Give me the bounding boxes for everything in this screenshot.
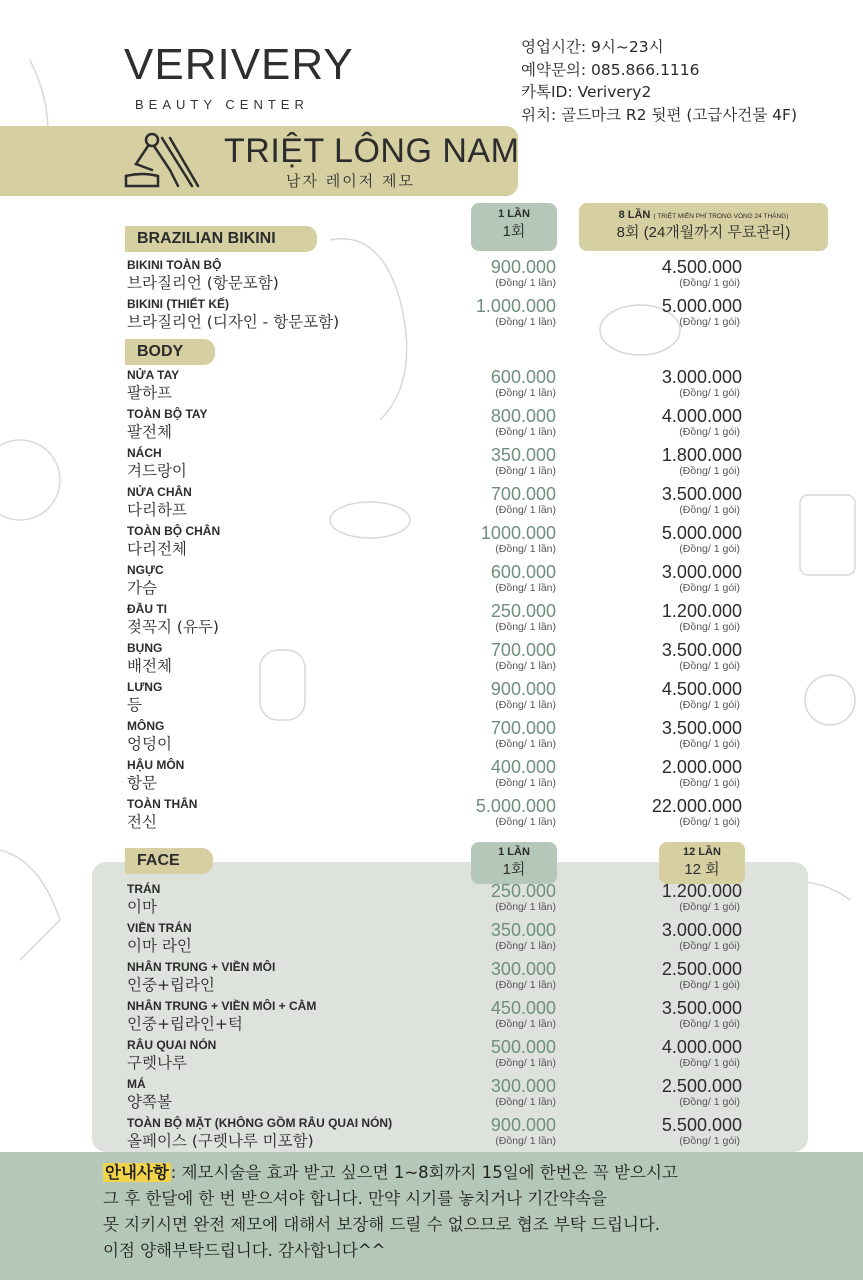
- single-price: 1000.000: [480, 523, 556, 543]
- single-price: 5.000.000: [475, 796, 556, 816]
- single-price: 1.000.000: [475, 296, 556, 316]
- item-name-ko: 이마: [127, 898, 157, 916]
- single-price-unit: (Đồng/ 1 lần): [495, 777, 556, 789]
- item-name-vn: MÔNG: [127, 719, 165, 733]
- package-price: 4.500.000: [661, 257, 742, 277]
- package-price: 4.000.000: [661, 406, 742, 426]
- single-price-unit: (Đồng/ 1 lần): [495, 621, 556, 633]
- package-price-unit: (Đồng/ 1 gói): [679, 387, 740, 399]
- item-name-vn: RÂU QUAI NÓN: [127, 1038, 217, 1052]
- package-price: 2.500.000: [661, 1076, 742, 1096]
- item-name-ko: 다리전체: [127, 540, 187, 558]
- notice-label: 안내사항: [105, 1163, 169, 1182]
- item-name-ko: 올페이스 (구렛나루 미포함): [127, 1132, 314, 1150]
- package-price-unit: (Đồng/ 1 gói): [679, 979, 740, 991]
- item-name-ko: 인중+립라인+턱: [127, 1015, 243, 1033]
- single-price: 600.000: [490, 367, 556, 387]
- face-single-header: [471, 842, 557, 884]
- package-price-unit: (Đồng/ 1 gói): [679, 316, 740, 328]
- contact-info: [521, 36, 797, 126]
- single-price-unit: (Đồng/ 1 lần): [495, 316, 556, 328]
- face-single-ko: 1회: [502, 861, 526, 878]
- single-price: 300.000: [490, 1076, 556, 1096]
- single-price-unit: (Đồng/ 1 lần): [495, 582, 556, 594]
- single-price: 600.000: [490, 562, 556, 582]
- single-price-unit: (Đồng/ 1 lần): [495, 738, 556, 750]
- single-price-unit: (Đồng/ 1 lần): [495, 387, 556, 399]
- notice-text: [103, 1160, 843, 1264]
- single-price-unit: (Đồng/ 1 lần): [495, 979, 556, 991]
- item-name-ko: 엉덩이: [127, 735, 172, 753]
- item-name-ko: 등: [127, 696, 142, 714]
- single-price-unit: (Đồng/ 1 lần): [495, 816, 556, 828]
- page-title: TRIỆT LÔNG NAM: [224, 132, 520, 170]
- package-price: 1.200.000: [661, 881, 742, 901]
- item-name-vn: TOÀN BỘ TAY: [127, 407, 208, 421]
- item-name-ko: 전신: [127, 813, 157, 831]
- package-price-unit: (Đồng/ 1 gói): [679, 940, 740, 952]
- single-price-unit: (Đồng/ 1 lần): [495, 504, 556, 516]
- section-face: FACE: [125, 848, 213, 874]
- package-price-unit: (Đồng/ 1 gói): [679, 1135, 740, 1147]
- item-name-vn: NÁCH: [127, 446, 162, 460]
- package-price-unit: (Đồng/ 1 gói): [679, 660, 740, 672]
- package-price-unit: (Đồng/ 1 gói): [679, 504, 740, 516]
- single-price: 400.000: [490, 757, 556, 777]
- face-single-label: 1 LẦN: [498, 846, 530, 858]
- package-ko: 8회 (24개월까지 무료관리): [616, 224, 791, 241]
- item-name-ko: 구렛나루: [127, 1054, 187, 1072]
- single-session-header: [471, 203, 557, 251]
- notice-line-4: 이점 양해부탁드립니다. 감사합니다^^: [103, 1241, 386, 1260]
- single-price: 300.000: [490, 959, 556, 979]
- package-price: 2.500.000: [661, 959, 742, 979]
- single-price-unit: (Đồng/ 1 lần): [495, 940, 556, 952]
- item-name-vn: LƯNG: [127, 680, 163, 694]
- package-price: 2.000.000: [661, 757, 742, 777]
- package-price-unit: (Đồng/ 1 gói): [679, 543, 740, 555]
- item-name-vn: NỬA TAY: [127, 368, 180, 382]
- single-price: 350.000: [490, 445, 556, 465]
- section-body: BODY: [125, 339, 215, 365]
- single-price: 500.000: [490, 1037, 556, 1057]
- package-price: 5.500.000: [661, 1115, 742, 1135]
- business-hours: 영업시간: 9시~23시: [521, 38, 664, 56]
- item-name-ko: 항문: [127, 774, 157, 792]
- single-price-unit: (Đồng/ 1 lần): [495, 1018, 556, 1030]
- package-price: 1.200.000: [661, 601, 742, 621]
- item-name-vn: NHÂN TRUNG + VIỀN MÔI + CẰM: [127, 999, 317, 1013]
- single-price: 700.000: [490, 640, 556, 660]
- page-subtitle: 남자 레이저 제모: [286, 172, 415, 190]
- single-price-unit: (Đồng/ 1 lần): [495, 1135, 556, 1147]
- package-price-unit: (Đồng/ 1 gói): [679, 621, 740, 633]
- package-price: 3.500.000: [661, 718, 742, 738]
- package-price-unit: (Đồng/ 1 gói): [679, 426, 740, 438]
- package-price-unit: (Đồng/ 1 gói): [679, 582, 740, 594]
- single-price-unit: (Đồng/ 1 lần): [495, 465, 556, 477]
- package-price-unit: (Đồng/ 1 gói): [679, 816, 740, 828]
- single-price-unit: (Đồng/ 1 lần): [495, 277, 556, 289]
- reservation-phone: 예약문의: 085.866.1116: [521, 60, 700, 79]
- item-name-ko: 인중+립라인: [127, 976, 215, 994]
- notice-line-3: 못 지키시면 완전 제모에 대해서 보장해 드릴 수 없으므로 협조 부탁 드립니다.: [103, 1215, 661, 1234]
- package-price-unit: (Đồng/ 1 gói): [679, 465, 740, 477]
- item-name-ko: 다리하프: [127, 501, 187, 519]
- face-package-header: [659, 842, 745, 884]
- item-name-vn: MÁ: [127, 1077, 146, 1091]
- package-price-unit: (Đồng/ 1 gói): [679, 1096, 740, 1108]
- kakao-id: 카톡ID: Verivery2: [521, 83, 652, 101]
- package-price: 5.000.000: [661, 296, 742, 316]
- single-price: 350.000: [490, 920, 556, 940]
- item-name-vn: BIKINI (THIẾT KẾ): [127, 297, 229, 311]
- package-price: 3.000.000: [661, 562, 742, 582]
- single-price-unit: (Đồng/ 1 lần): [495, 660, 556, 672]
- package-price: 3.500.000: [661, 998, 742, 1018]
- package-price-unit: (Đồng/ 1 gói): [679, 277, 740, 289]
- package-price-unit: (Đồng/ 1 gói): [679, 1018, 740, 1030]
- package-price: 4.000.000: [661, 1037, 742, 1057]
- item-name-vn: TRÁN: [127, 882, 161, 896]
- item-name-ko: 양쪽볼: [127, 1093, 172, 1111]
- single-price-unit: (Đồng/ 1 lần): [495, 426, 556, 438]
- item-name-vn: BỤNG: [127, 641, 163, 655]
- package-price: 3.000.000: [661, 367, 742, 387]
- item-name-ko: 브라질리언 (항문포함): [127, 274, 279, 292]
- package-price: 4.500.000: [661, 679, 742, 699]
- logo-subtitle: BEAUTY CENTER: [135, 97, 309, 112]
- item-name-vn: NHÂN TRUNG + VIỀN MÔI: [127, 960, 276, 974]
- item-name-vn: TOÀN BỘ MẶT (KHÔNG GỒM RÂU QUAI NÓN): [127, 1116, 393, 1130]
- single-price: 700.000: [490, 484, 556, 504]
- item-name-ko: 가슴: [127, 579, 157, 597]
- single-price: 900.000: [490, 679, 556, 699]
- location: 위치: 골드마크 R2 뒷편 (고급사건물 4F): [521, 105, 798, 124]
- item-name-vn: NGỰC: [127, 563, 164, 577]
- item-name-ko: 젖꼭지 (유두): [127, 618, 219, 636]
- package-price-unit: (Đồng/ 1 gói): [679, 777, 740, 789]
- package-price: 5.000.000: [661, 523, 742, 543]
- face-package-label: 12 LẦN: [683, 846, 721, 858]
- single-price-unit: (Đồng/ 1 lần): [495, 543, 556, 555]
- package-price-unit: (Đồng/ 1 gói): [679, 699, 740, 711]
- laser-treatment-icon: [122, 130, 200, 190]
- single-price-unit: (Đồng/ 1 lần): [495, 1096, 556, 1108]
- package-price-unit: (Đồng/ 1 gói): [679, 901, 740, 913]
- package-note: ( TRIỆT MIỄN PHÍ TRONG VÒNG 24 THÁNG): [653, 213, 789, 220]
- item-name-ko: 브라질리언 (디자인 - 항문포함): [127, 313, 340, 331]
- single-price: 900.000: [490, 257, 556, 277]
- item-name-ko: 팔전체: [127, 423, 172, 441]
- package-price: 3.000.000: [661, 920, 742, 940]
- single-price: 250.000: [490, 601, 556, 621]
- single-price-unit: (Đồng/ 1 lần): [495, 901, 556, 913]
- single-price: 900.000: [490, 1115, 556, 1135]
- single-price: 700.000: [490, 718, 556, 738]
- logo: VERIVERY: [124, 40, 354, 89]
- item-name-vn: HẬU MÔN: [127, 758, 185, 772]
- package-price: 22.000.000: [651, 796, 742, 816]
- single-price-unit: (Đồng/ 1 lần): [495, 1057, 556, 1069]
- item-name-ko: 겨드랑이: [127, 462, 187, 480]
- item-name-vn: TOÀN THÂN: [127, 797, 198, 811]
- notice-line-2: 그 후 한달에 한 번 받으셔야 합니다. 만약 시기를 놓치거나 기간약속을: [103, 1189, 607, 1208]
- section-brazilian-bikini: BRAZILIAN BIKINI: [125, 226, 317, 252]
- item-name-ko: 이마 라인: [127, 937, 192, 955]
- single-price: 800.000: [490, 406, 556, 426]
- item-name-vn: TOÀN BỘ CHÂN: [127, 524, 221, 538]
- single-session-label: 1 LẦN: [498, 208, 530, 220]
- single-price: 250.000: [490, 881, 556, 901]
- single-session-ko: 1회: [502, 223, 526, 240]
- single-price: 450.000: [490, 998, 556, 1018]
- notice-line-1: : 제모시술을 효과 받고 싶으면 1~8회까지 15일에 한번은 꼭 받으시고: [170, 1163, 678, 1182]
- package-price: 3.500.000: [661, 640, 742, 660]
- package-price: 1.800.000: [661, 445, 742, 465]
- item-name-vn: BIKINI TOÀN BỘ: [127, 258, 222, 272]
- single-price-unit: (Đồng/ 1 lần): [495, 699, 556, 711]
- package-price: 3.500.000: [661, 484, 742, 504]
- package-header: [579, 203, 828, 251]
- face-package-ko: 12 회: [684, 861, 720, 878]
- item-name-vn: ĐẦU TI: [127, 602, 167, 616]
- item-name-ko: 배전체: [127, 657, 172, 675]
- item-name-vn: VIỀN TRÁN: [127, 921, 192, 935]
- item-name-vn: NỬA CHÂN: [127, 485, 192, 499]
- item-name-ko: 팔하프: [127, 384, 172, 402]
- package-price-unit: (Đồng/ 1 gói): [679, 1057, 740, 1069]
- package-price-unit: (Đồng/ 1 gói): [679, 738, 740, 750]
- package-label: 8 LẦN: [618, 209, 651, 221]
